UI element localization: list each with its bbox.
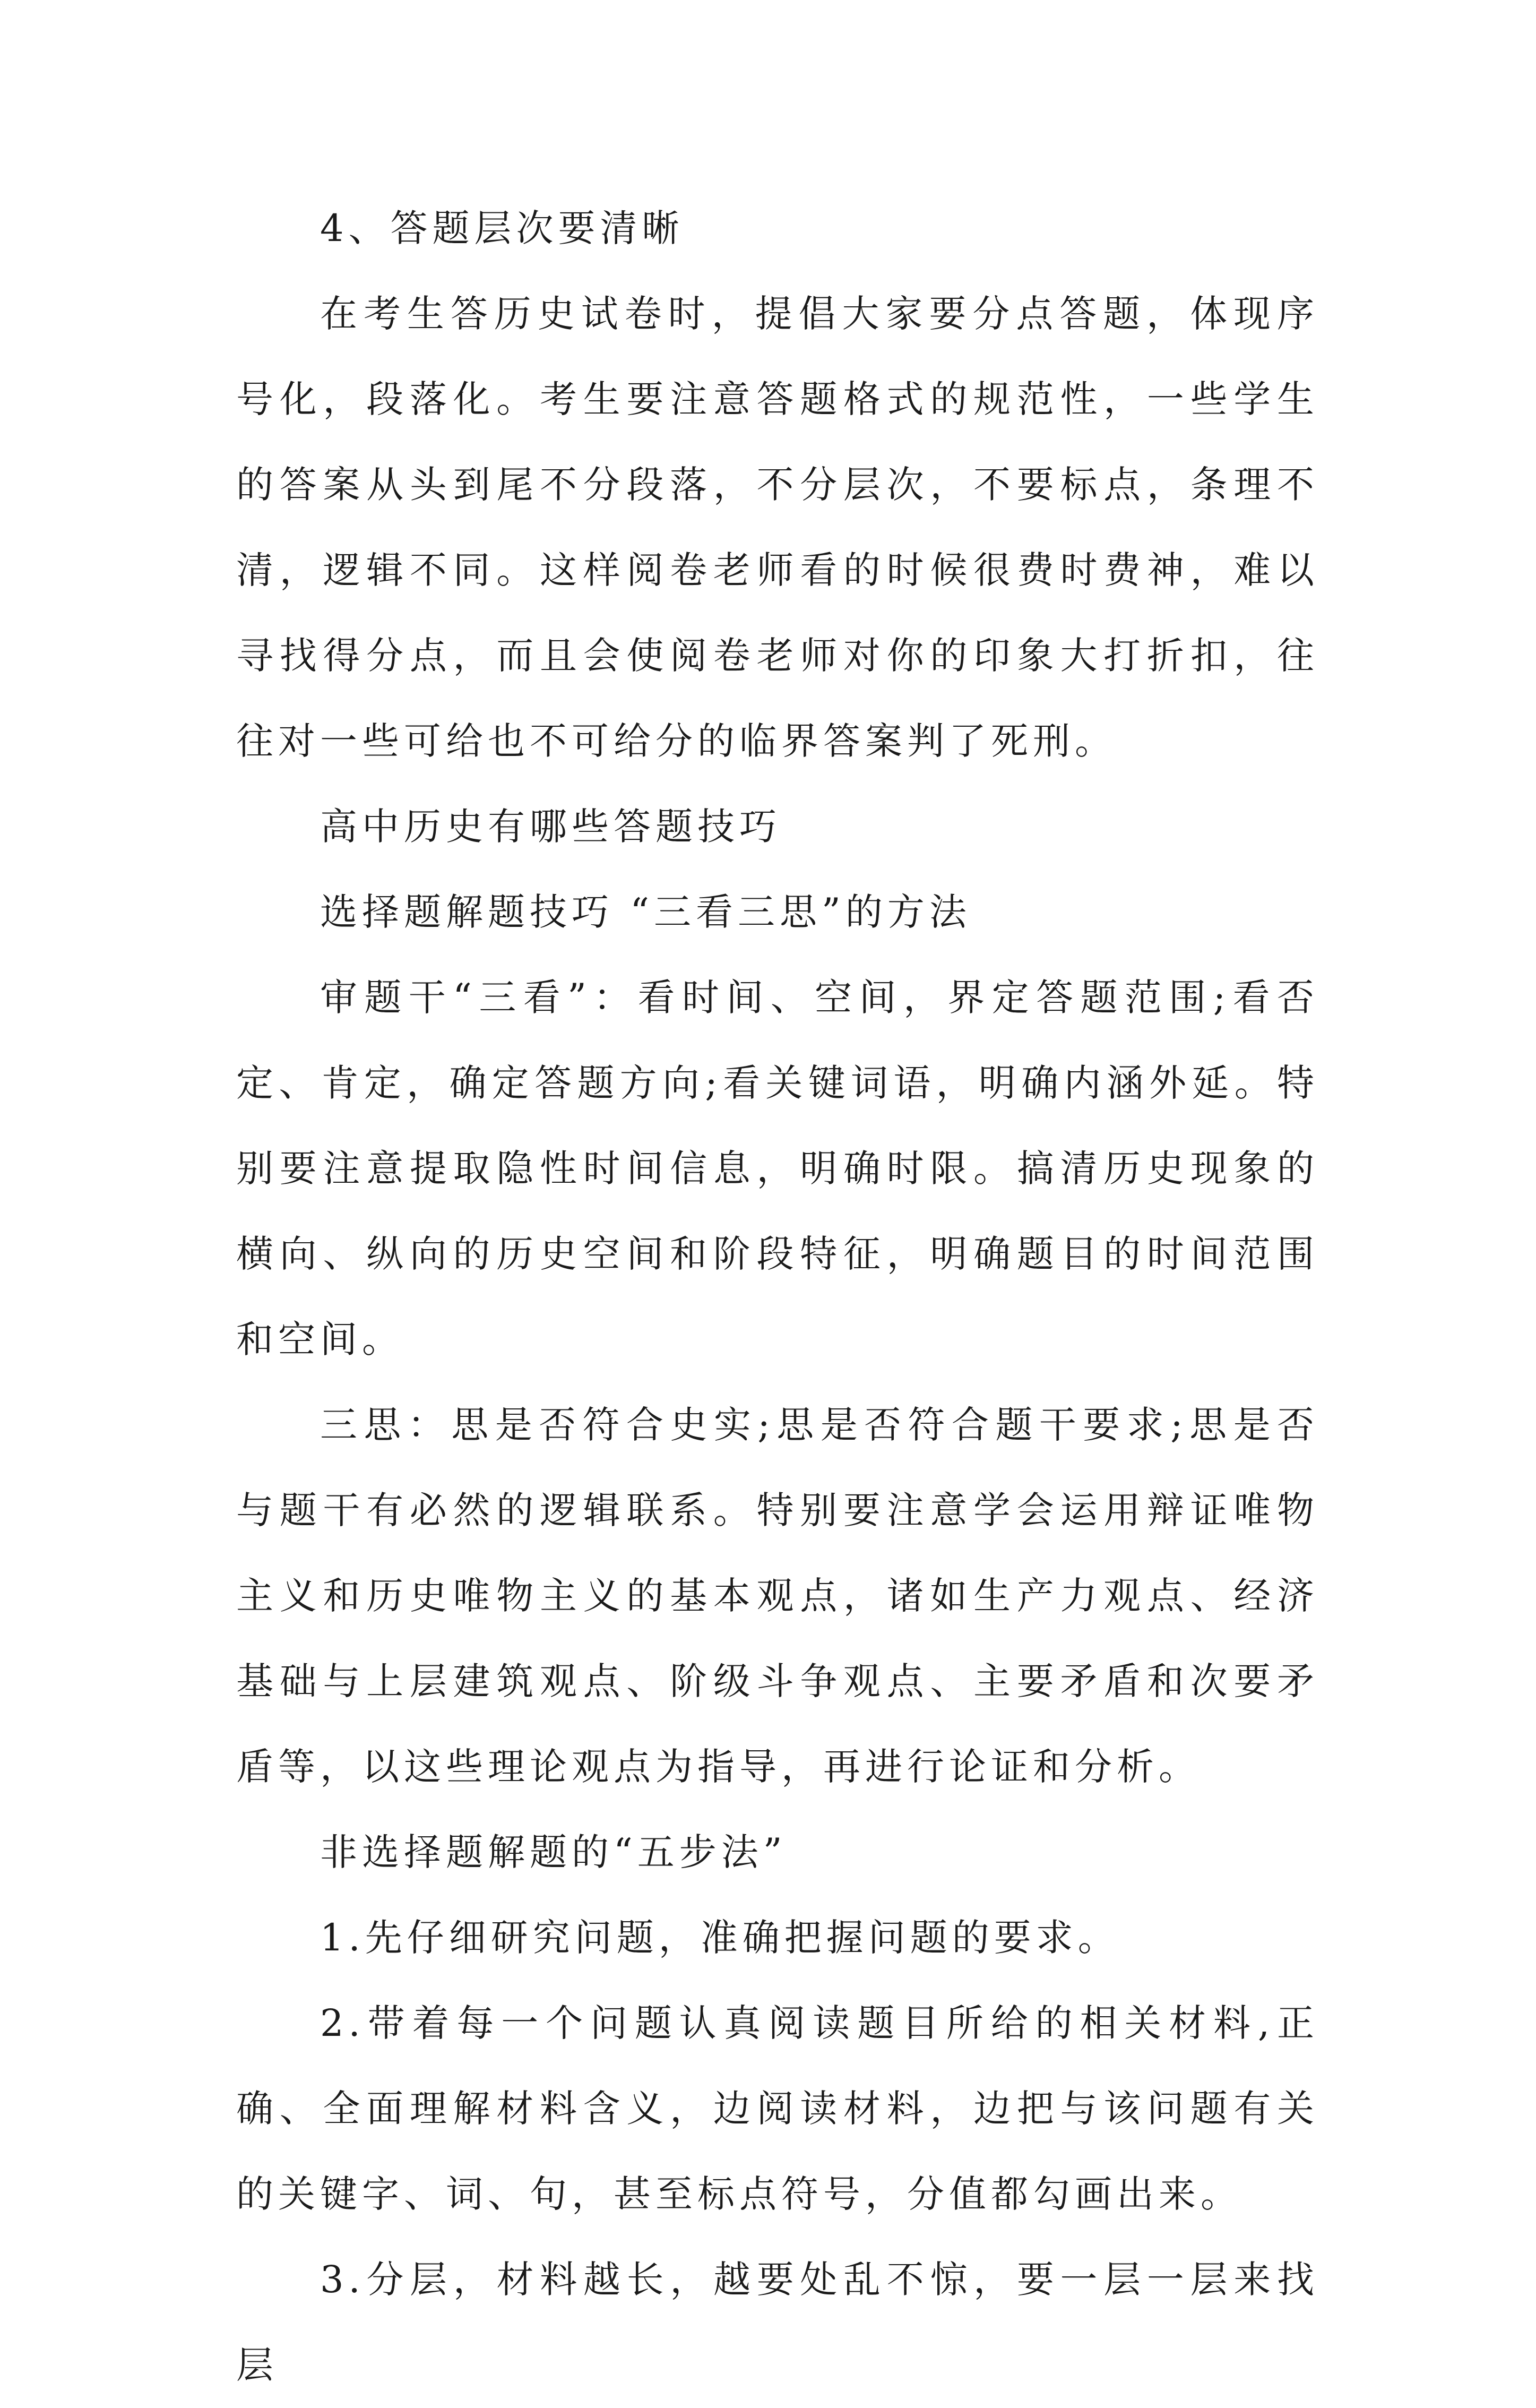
section-heading-answer-structure: 4、答题层次要清晰 [320, 207, 684, 250]
body-paragraph-three-thoughts: 三思：思是否符合史实;思是否符合题干要求;思是否与题干有必然的逻辑联系。特别要注意学会运用辩证唯物主义和历史唯物主义的基本观点，诸如生产力观点、经济基础与上层建筑观点、阶级斗争观点、主要矛盾和次要矛盾等，以这些理论观点为指导，再进行论证和分析。 [236, 1403, 1319, 1788]
section-heading-multiple-choice: 选择题解题技巧 “三看三思”的方法 [320, 890, 971, 934]
body-paragraph-three-looks: 审题干“三看”：看时间、空间，界定答题范围;看否定、肯定，确定答题方向;看关键词语，明确内涵外延。特别要注意提取隐性时间信息，明确时限。搞清历史现象的横向、纵向的历史空间和阶段特征，明确题目的时间范围和空间。 [236, 976, 1319, 1361]
list-item-step-3: 3.分层，材料越长，越要处乱不惊，要一层一层来找层 [236, 2258, 1319, 2387]
list-item-step-1: 1.先仔细研究问题，准确把握问题的要求。 [320, 1916, 1120, 1959]
document-body [236, 186, 1319, 2408]
body-paragraph-answer-structure: 在考生答历史试卷时，提倡大家要分点答题，体现序号化，段落化。考生要注意答题格式的规范性，一些学生的答案从头到尾不分段落，不分层次，不要标点，条理不清，逻辑不同。这样阅卷老师看的时候很费时费神，难以寻找得分点，而且会使阅卷老师对你的印象大打折扣，往往对一些可给也不可给分的临界答案判了死刑。 [236, 292, 1319, 763]
list-item-step-2: 2.带着每一个问题认真阅读题目所给的相关材料,正确、全面理解材料含义，边阅读材料，边把与该问题有关的关键字、词、句，甚至标点符号，分值都勾画出来。 [236, 2001, 1319, 2216]
section-heading-five-steps: 非选择题解题的“五步法” [320, 1830, 787, 1874]
section-heading-answer-techniques: 高中历史有哪些答题技巧 [320, 805, 781, 848]
